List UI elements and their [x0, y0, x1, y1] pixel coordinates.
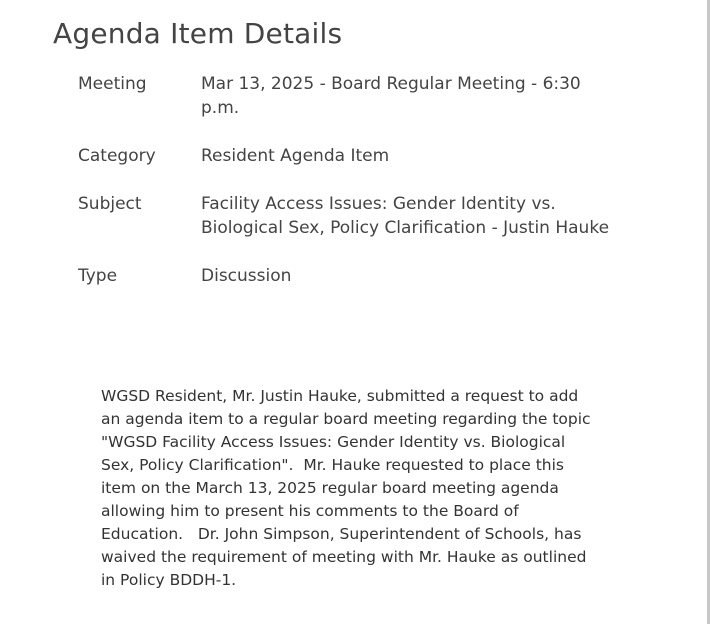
agenda-details: [78, 72, 638, 312]
detail-label-type: Type: [78, 266, 118, 286]
detail-row-meeting: [78, 72, 638, 120]
detail-row-category: [78, 144, 638, 168]
detail-label-meeting: Meeting: [78, 74, 147, 94]
detail-label-category: Category: [78, 146, 156, 166]
detail-row-subject: [78, 192, 638, 240]
detail-row-type: [78, 264, 638, 288]
detail-label-subject: Subject: [78, 194, 142, 214]
detail-value-meeting: Mar 13, 2025 - Board Regular Meeting - 6:30 p.m.: [201, 74, 581, 118]
detail-value-subject: Facility Access Issues: Gender Identity vs. Biological Sex, Policy Clarification - Justin Hauke: [201, 194, 610, 238]
detail-value-type: Discussion: [201, 266, 292, 286]
page-title: Agenda Item Details: [53, 17, 343, 50]
detail-value-category: Resident Agenda Item: [201, 146, 390, 166]
agenda-item-description: WGSD Resident, Mr. Justin Hauke, submitted a request to add an agenda item to a regular board meeting regarding the topic "WGSD Facility Access Issues: Gender Identity vs. Biological Sex, Policy Clarification". Mr. Hauke requested to place this item on the March 13, 2025 regular board meeting agenda allowing him to present his comments to the Board of Education. Dr. John Simpson, Superintendent of Schools, has waived the requirement of meeting with Mr. Hauke as outlined in Policy BDDH-1.: [101, 387, 596, 589]
